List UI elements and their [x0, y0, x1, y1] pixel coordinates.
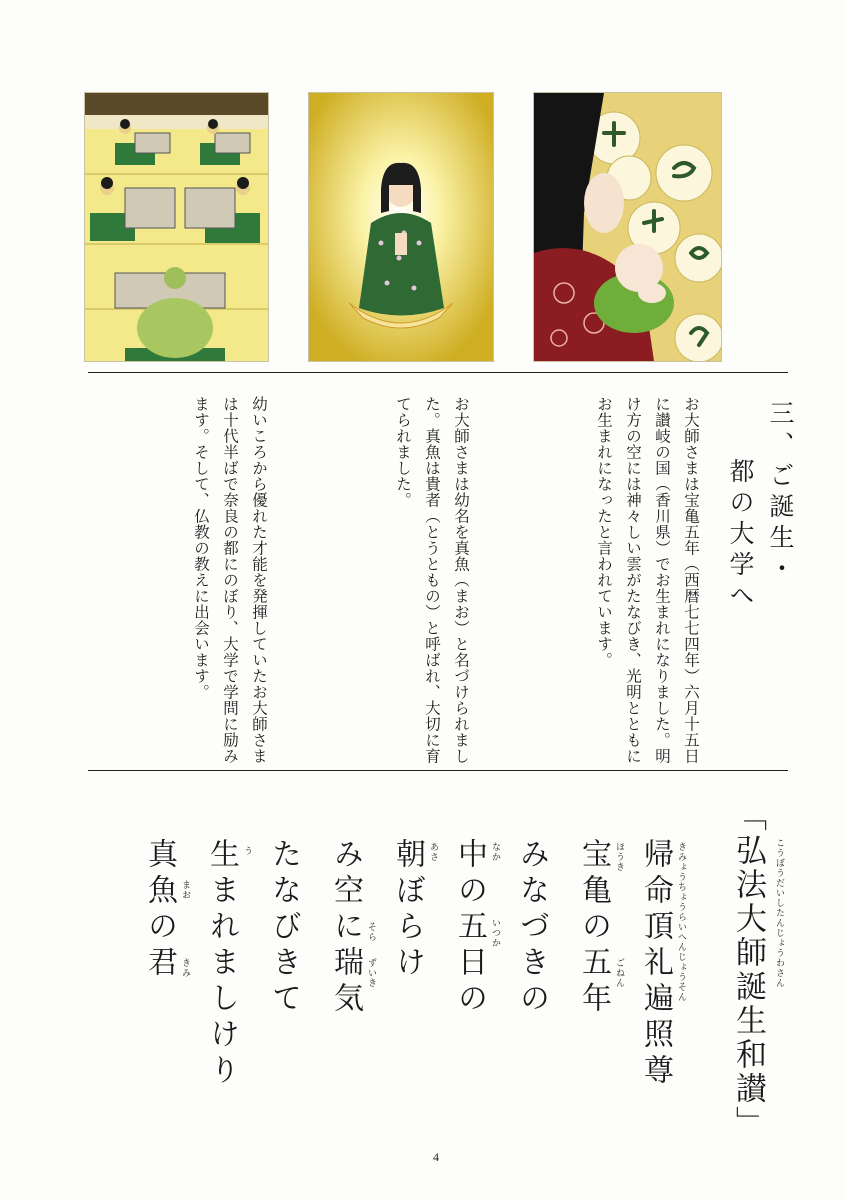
child-on-lotus-illustration	[308, 92, 494, 362]
hymn-ruby-u: う	[242, 846, 252, 856]
hymn-ruby-mao: まお	[180, 880, 190, 900]
scholars-classroom-illustration	[84, 92, 269, 362]
hymn-ruby-gonen: ごねん	[614, 958, 624, 988]
hymn-ruby-asa: あさ	[428, 842, 438, 862]
hymn-line-6: み空に瑞気	[328, 838, 363, 1018]
hymn-ruby-kimi: きみ	[180, 958, 190, 978]
section-heading-line-2: 都の大学へ	[726, 458, 755, 613]
hymn-ruby-zuiki: ずいき	[366, 958, 376, 988]
hymn-line-8: 生まれましけり	[204, 838, 239, 1090]
hymn-line-9: 真魚の君	[142, 838, 177, 982]
hymn-line-1: 帰命頂礼遍照尊	[638, 838, 673, 1090]
hymn-line-3: みなづきの	[514, 838, 549, 1018]
middle-divider	[88, 770, 788, 771]
hymn-ruby-itsuka: いつか	[490, 918, 500, 948]
paragraph-university: 幼いころから優れた才能を発揮していたお大師さまは十代半ばで奈良の都にのぼり、大学で学問に励みます。そして、仏教の教えに出会います。	[192, 396, 268, 764]
mother-and-baby-illustration	[533, 92, 722, 362]
hymn-line-5: 朝ぼらけ	[390, 838, 425, 982]
hymn-title: 「弘法大師誕生和讃」	[730, 800, 766, 1140]
paragraph-childhood-name: お大師さまは幼名を真魚（まお）と名づけられました。真魚は貴者（とうともの）と呼ばれ、大切に育てられました。	[394, 396, 470, 764]
top-divider	[88, 372, 788, 373]
hymn-line-4: 中の五日の	[452, 838, 487, 1018]
hymn-line-7: たなびきて	[266, 838, 301, 1018]
hymn-ruby-naka: なか	[490, 842, 500, 862]
page-number: 4	[433, 1150, 439, 1164]
hymn-ruby-houki: ほうき	[614, 842, 624, 872]
paragraph-birth: お大師さまは宝亀五年（西暦七七四年）六月十五日に讃岐の国（香川県）でお生まれになりました。明け方の空には神々しい雲がたなびき、光明とともにお生まれになったと言われています。	[595, 396, 700, 764]
hymn-line-2: 宝亀の五年	[576, 838, 611, 1018]
hymn-title-ruby: こうぼうだいしたんじょうわさん	[774, 838, 784, 988]
hymn-ruby-sora: そら	[366, 922, 376, 942]
section-heading-line-1: 三、ご誕生・	[766, 400, 795, 586]
hymn-line-1-ruby: きみょうちょうらいへんじょうそん	[676, 842, 686, 1002]
